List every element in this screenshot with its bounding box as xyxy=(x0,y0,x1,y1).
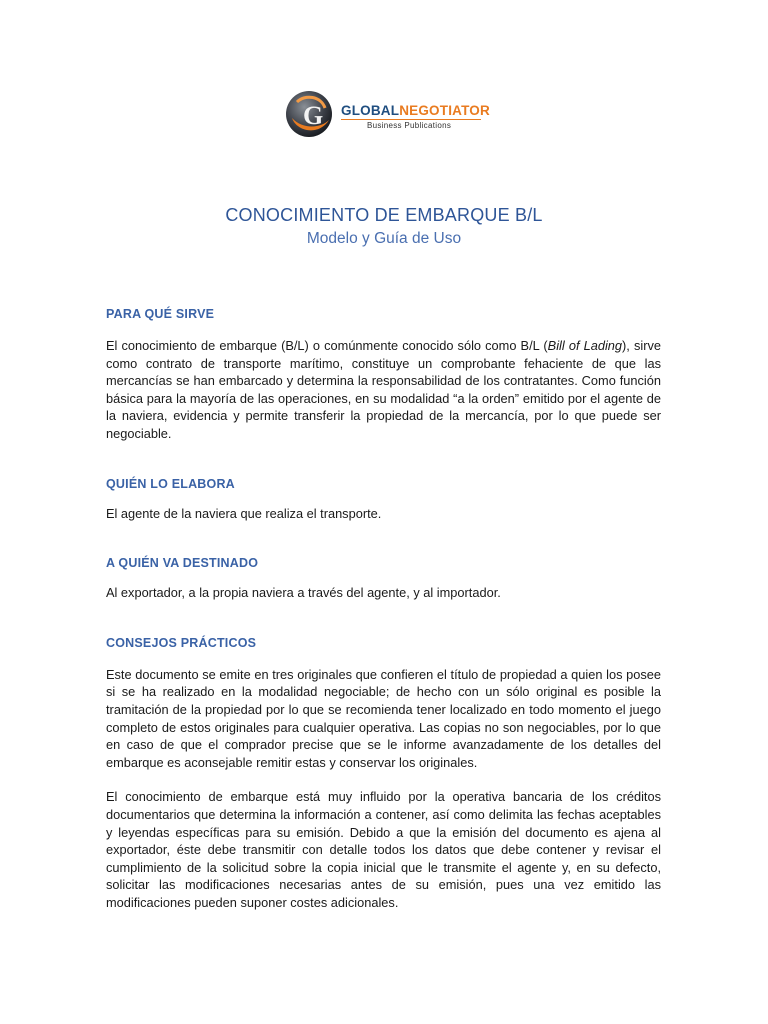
italic-term: Bill of Lading xyxy=(547,338,623,353)
document-title: CONOCIMIENTO DE EMBARQUE B/L xyxy=(225,205,543,225)
logo-brand-negotiator: NEGOTIATOR xyxy=(399,103,490,118)
logo-brand-global: GLOBAL xyxy=(341,103,400,118)
logo-wordmark xyxy=(341,103,490,118)
logo-underline xyxy=(341,119,481,120)
section-heading-consejos-practicos: CONSEJOS PRÁCTICOS xyxy=(106,635,257,650)
section-heading-a-quien-va-destinado: A QUIÉN VA DESTINADO xyxy=(106,556,259,571)
globalnegotiator-logo xyxy=(283,88,493,140)
section-heading-quien-lo-elabora: QUIÉN LO ELABORA xyxy=(106,476,235,491)
logo-tagline: Business Publications xyxy=(367,121,452,130)
section-paragraph: El agente de la naviera que realiza el transporte. xyxy=(106,505,382,521)
globe-icon xyxy=(283,88,335,140)
section-paragraph xyxy=(106,337,661,443)
document-body xyxy=(106,307,661,911)
section-paragraph: El conocimiento de embarque está muy influido por la operativa bancaria de los créditos documentarios que determina la información a contener, así como delimita las fechas aceptables y leyendas específicas para su emisión. Debido a que la emisión del documento es ajena al exportador, éste debe transmitir con detalle todos los datos que debe contener y revisar el cumplimiento de la solicitud sobre la copia inicial que le transmite el agente y, en su defecto, solicitar las modificaciones necesarias antes de su emisión, pues una vez emitido las modificaciones pueden suponer costes adicionales. xyxy=(106,789,661,910)
svg-text:G: G xyxy=(303,101,324,130)
paragraph-text: ), sirve como contrato de transporte marítimo, constituye un comprobante fehaciente de que las mercancías se han embarcado y determina la responsabilidad de los contratantes. Como función básica para la mayoría de las operaciones, en su modalidad “a la orden” emitido por el agente de la naviera, evidencia y permite transferir la propiedad de la mercancía, por lo que puede ser negociable. xyxy=(106,338,661,441)
section-paragraph: Este documento se emite en tres originales que confieren el título de propiedad a quien los posee si se ha realizado en la modalidad negociable; de hecho con un sólo original es posible la tramitación de la propiedad por lo que se recomienda tener localizado en todo momento el juego completo de estos originales para cualquier operativa. Las copias no son negociables, por lo que en caso de que el comprador precise que se le informe avanzadamente de los detalles del embarque es aconsejable remitir estas y conservar los originales. xyxy=(106,666,661,770)
section-heading-para-que-sirve: PARA QUÉ SIRVE xyxy=(106,307,215,321)
section-paragraph: Al exportador, a la propia naviera a través del agente, y al importador. xyxy=(106,585,501,601)
document-subtitle: Modelo y Guía de Uso xyxy=(306,230,462,247)
paragraph-text: El conocimiento de embarque (B/L) o comúnmente conocido sólo como B/L ( xyxy=(106,338,548,353)
